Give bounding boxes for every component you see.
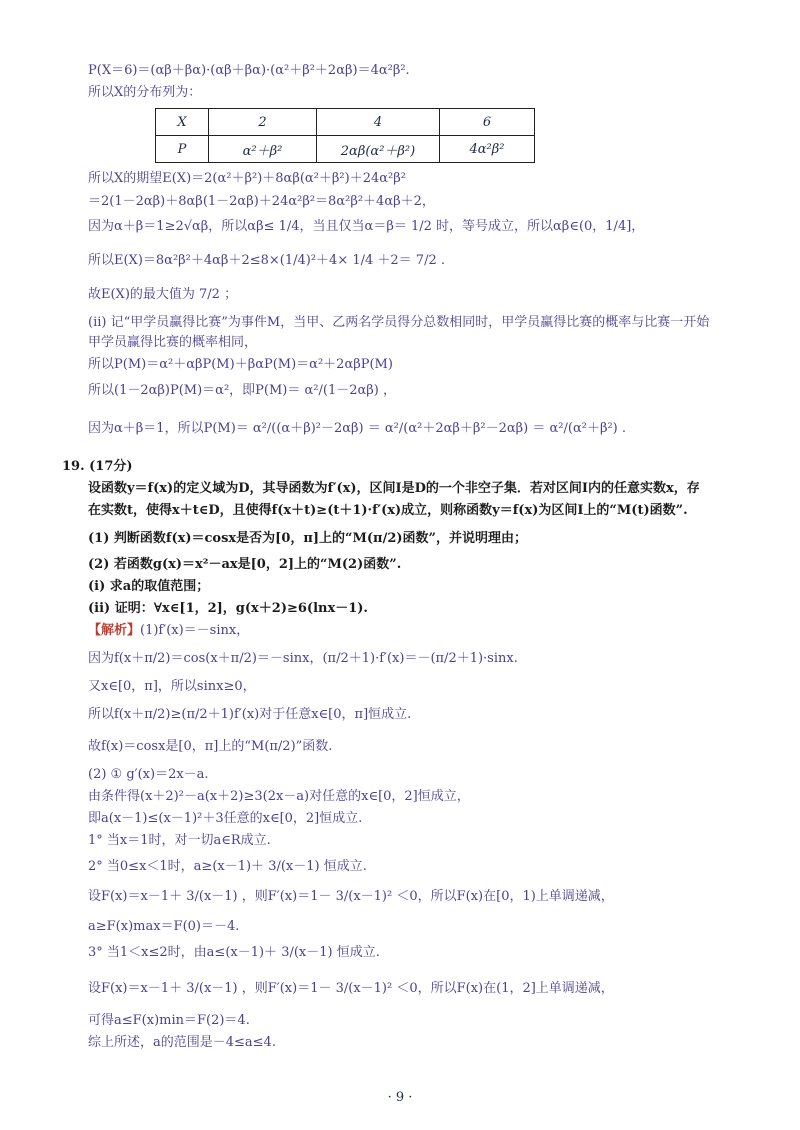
solution-line: (2) ① g′(x)＝2x－a. bbox=[88, 767, 209, 782]
solution-line: 1° 当x＝1时，对一切a∈R成立. bbox=[88, 833, 271, 848]
problem-line: (ii) 证明：∀x∈[1，2]，g(x＋2)≥6(lnx－1). bbox=[88, 601, 368, 616]
solution-line: 即a(x－1)≤(x－1)²＋3任意的x∈[0，2]恒成立. bbox=[88, 811, 363, 826]
table-row bbox=[156, 109, 535, 136]
solution-line: 故f(x)＝cosx是[0，π]上的“M(π/2)”函数. bbox=[88, 739, 333, 754]
table-cell: 4 bbox=[317, 109, 440, 136]
solution-line: 3° 当1＜x≤2时，由a≤(x－1)＋ 3/(x－1) 恒成立. bbox=[88, 945, 380, 960]
table-cell: X bbox=[156, 109, 209, 136]
text-line: 所以X的期望E(X)＝2(α²＋β²)＋8αβ(α²＋β²)＋24α²β² bbox=[88, 171, 406, 186]
solution-line: 因为f(x＋π/2)＝cos(x＋π/2)＝－sinx，(π/2＋1)·f′(x)＝－(π/2＋1)·sinx. bbox=[88, 651, 518, 666]
solution-text: (1)f′(x)＝－sinx， bbox=[140, 623, 250, 638]
text-line: 因为α＋β＝1，所以P(M)＝ α²/((α＋β)²－2αβ) ＝ α²/(α²＋2αβ＋β²－2αβ) ＝ α²/(α²＋β²) . bbox=[88, 421, 627, 436]
problem-number: 19. bbox=[62, 459, 85, 474]
solution-line: 综上所述，a的范围是－4≤a≤4. bbox=[88, 1035, 276, 1050]
text-line: (ii) 记“甲学员赢得比赛”为事件M，当甲、乙两名学员得分总数相同时，甲学员赢得比赛的概率与比赛一开始 bbox=[88, 315, 710, 330]
table-cell: 2 bbox=[209, 109, 317, 136]
table-cell: P bbox=[156, 136, 209, 163]
problem-line: (i) 求a的取值范围； bbox=[88, 579, 210, 594]
solution-first-line bbox=[88, 622, 249, 640]
problem-line: 设函数y＝f(x)的定义域为D，其导函数为f′(x)，区间I是D的一个非空子集．若对区间I内的任意实数x，存 bbox=[88, 481, 700, 496]
problem-line: (2) 若函数g(x)＝x²－ax是[0，2]上的“M(2)函数”. bbox=[88, 557, 402, 572]
analysis-tag: 【解析】 bbox=[88, 623, 141, 638]
table-cell: 6 bbox=[440, 109, 535, 136]
problem-line: 在实数t，使得x＋t∈D，且使得f(x＋t)≥(t＋1)·f′(x)成立，则称函数y＝f(x)为区间I上的“M(t)函数”. bbox=[88, 503, 688, 518]
text-line: 所以E(X)＝8α²β²＋4αβ＋2≤8×(1/4)²＋4× 1/4 ＋2＝ 7/2 . bbox=[88, 253, 445, 268]
problem-line: (1) 判断函数f(x)＝cosx是否为[0，π]上的“M(π/2)函数”，并说明理由； bbox=[88, 531, 527, 546]
text-line: 因为α＋β＝1≥2√αβ，所以αβ≤ 1/4，当且仅当α＝β＝ 1/2 时，等号成立，所以αβ∈(0，1/4]， bbox=[88, 219, 645, 234]
text-line: 甲学员赢得比赛的概率相同， bbox=[88, 335, 258, 350]
solution-line: 由条件得(x＋2)²－a(x＋2)≥3(2x－a)对任意的x∈[0，2]恒成立， bbox=[88, 789, 470, 804]
solution-line: 又x∈[0，π]，所以sinx≥0， bbox=[88, 679, 256, 694]
table-row bbox=[156, 136, 535, 163]
distribution-table bbox=[155, 108, 535, 163]
text-line: ＝2(1－2αβ)＋8αβ(1－2αβ)＋24α²β²＝8α²β²＋4αβ＋2， bbox=[88, 194, 435, 209]
table-cell: 2αβ(α²＋β²) bbox=[317, 136, 440, 163]
solution-line: 所以f(x＋π/2)≥(π/2＋1)f′(x)对于任意x∈[0，π]恒成立. bbox=[88, 707, 412, 722]
page-number: · 9 · bbox=[387, 1090, 413, 1105]
text-line: 故E(X)的最大值为 7/2 ； bbox=[88, 287, 238, 302]
text-line: P(X＝6)＝(αβ＋βα)·(αβ＋βα)·(α²＋β²＋2αβ)＝4α²β². bbox=[88, 63, 410, 78]
text-line: 所以X的分布列为： bbox=[88, 85, 202, 100]
solution-line: a≥F(x)max＝F(0)＝－4. bbox=[88, 919, 240, 934]
problem-points: (17分) bbox=[89, 459, 133, 474]
solution-line: 可得a≤F(x)min＝F(2)＝4. bbox=[88, 1013, 250, 1028]
text-line: 所以(1－2αβ)P(M)＝α²，即P(M)＝ α²/(1－2αβ) ， bbox=[88, 383, 396, 398]
problem-header bbox=[62, 458, 133, 476]
solution-line: 设F(x)＝x－1＋ 3/(x－1) ，则F′(x)＝1－ 3/(x－1)² ＜0，所以F(x)在(1，2]上单调递减， bbox=[88, 981, 614, 996]
solution-line: 2° 当0≤x＜1时，a≥(x－1)＋ 3/(x－1) 恒成立. bbox=[88, 859, 367, 874]
text-line: 所以P(M)＝α²＋αβP(M)＋βαP(M)＝α²＋2αβP(M) bbox=[88, 357, 393, 372]
table-cell: 4α²β² bbox=[440, 136, 535, 163]
solution-line: 设F(x)＝x－1＋ 3/(x－1) ，则F′(x)＝1－ 3/(x－1)² ＜0，所以F(x)在[0，1)上单调递减， bbox=[88, 889, 614, 904]
table-cell: α²＋β² bbox=[209, 136, 317, 163]
